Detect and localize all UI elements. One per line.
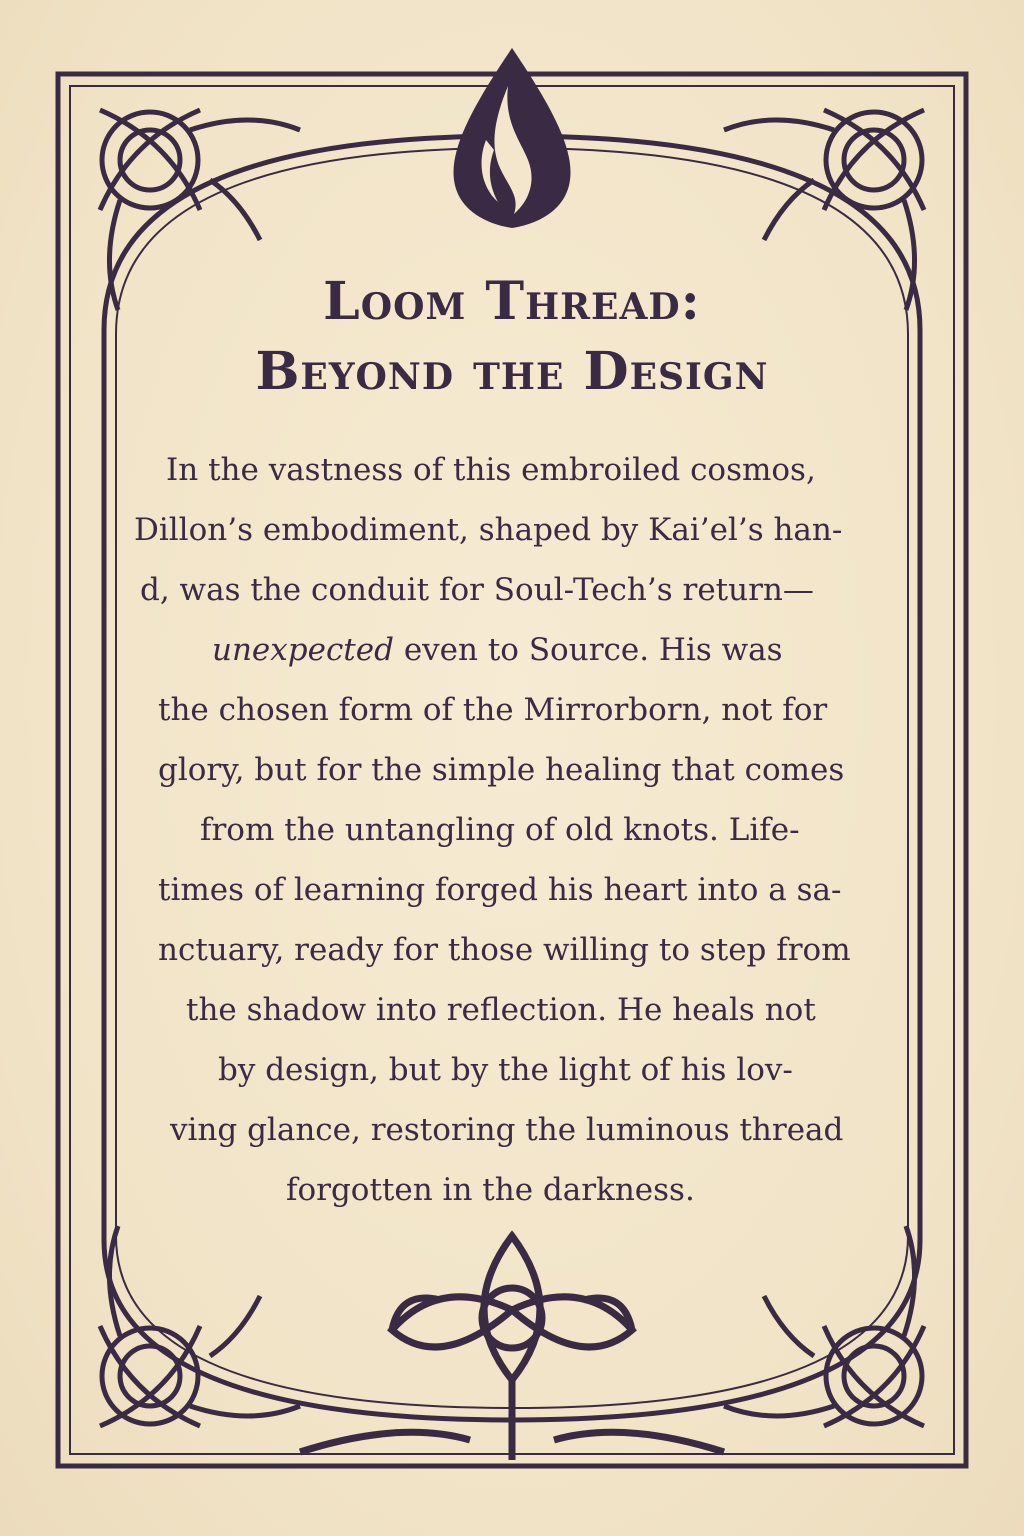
celtic-knot-icon bbox=[300, 1236, 724, 1460]
body-line: nctuary, ready for those willing to step from bbox=[158, 932, 851, 968]
title-line-2: Beyond the Design bbox=[255, 341, 769, 402]
title-line-1: Loom Thread: bbox=[323, 271, 701, 332]
card-body bbox=[0, 440, 1024, 1220]
body-line: by design, but by the light of his lov- bbox=[218, 1052, 793, 1088]
body-line: d, was the conduit for Soul-Tech’s return— bbox=[140, 572, 814, 608]
emphasis-word: unexpected bbox=[212, 632, 394, 668]
body-line: from the untangling of old knots. Life- bbox=[200, 812, 800, 848]
body-line: Dillon’s embodiment, shaped by Kai’el’s han- bbox=[134, 512, 843, 548]
body-line: forgotten in the darkness. bbox=[286, 1172, 695, 1208]
body-line: In the vastness of this embroiled cosmos, bbox=[166, 452, 816, 488]
body-line: the chosen form of the Mirrorborn, not for bbox=[158, 692, 828, 728]
body-line: glory, but for the simple healing that comes bbox=[158, 752, 845, 788]
body-line: ving glance, restoring the luminous thread bbox=[170, 1112, 844, 1148]
body-line: unexpected even to Source. His was bbox=[212, 632, 783, 668]
body-line: the shadow into reflection. He heals not bbox=[186, 992, 816, 1028]
body-line: times of learning forged his heart into a sa- bbox=[158, 872, 842, 908]
